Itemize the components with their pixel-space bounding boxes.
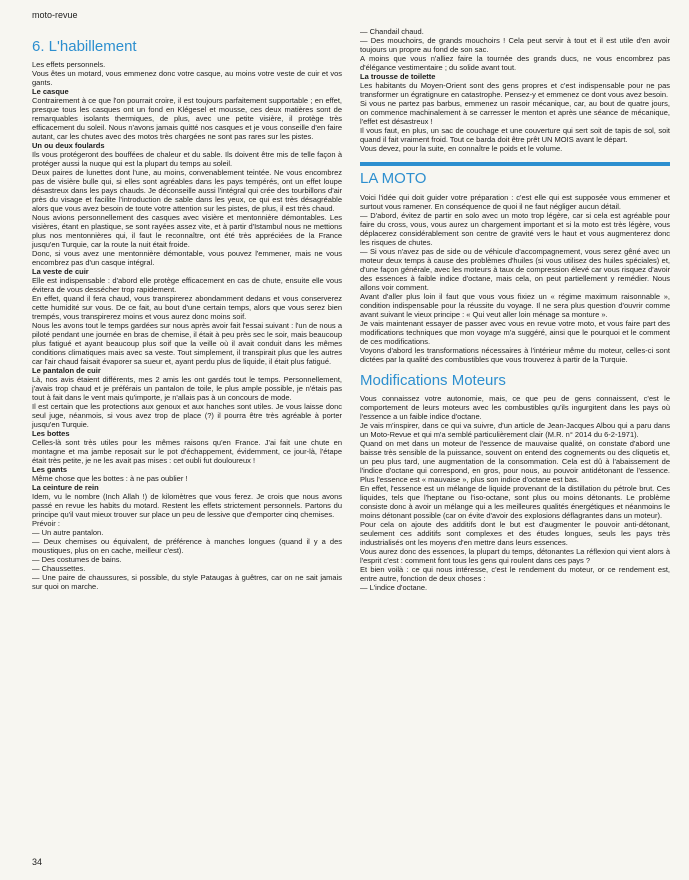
paragraph: Celles-là sont très utiles pour les mêmes raisons qu'en France. J'ai fait une chute en montagne et ma jambe reposait sur le pot d'échappement, évidemment, ce jour-là, l'étape était très petite, je ne les avait pas mises : cet oubli fut douloureux ! — [32, 438, 342, 465]
left-column — [32, 30, 342, 591]
paragraph: — Chaussettes. — [32, 564, 86, 573]
paragraph: Ils vous protégeront des bouffées de chaleur et du sable. Ils doivent être mis de telle façon à protéger aussi la nuque qui est la plupart du temps au soleil. — [32, 150, 342, 168]
subheading: Le casque — [32, 87, 69, 96]
paragraph: Vous connaissez votre autonomie, mais, ce que peu de gens connaissent, c'est le comportement de leurs moteurs avec les combustibles qu'ils ingurgitent dans les pays où l'essence a un faible indice d'octane. — [360, 394, 670, 421]
paragraph: Je vais maintenant essayer de passer avec vous en revue votre moto, et vous faire part des modifications techniques que mon voyage m'a suggéré, ainsi que le pourquoi et le comment de ces modifications. — [360, 319, 670, 346]
paragraph: Voyons d'abord les transformations nécessaires à l'intérieur même du moteur, celles-ci sont dictées par la qualité des combustibles que vous trouverez à partir de la Turquie. — [360, 346, 670, 364]
section-title-moto: LA MOTO — [360, 170, 427, 187]
paragraph: — Chandail chaud. — [360, 27, 424, 36]
paragraph: — D'abord, évitez de partir en solo avec un moto trop légère, car si cela est agréable pour faire du cross, vous, vous aurez un chargement important et si la moto est très légère, vous déplacerez considérablement son centre de gravité vers le haut et vous augmenterez donc les risques de chutes. — [360, 211, 670, 247]
paragraph: Deux paires de lunettes dont l'une, au moins, convenablement teintée. Ne vous encombrez pas de visière bulle qui, si elles sont agréables dans les pays tempérés, ont un effet loupe désastreux dans les pays chauds. Je déconseille aussi l'intégral qui crée des tourbillons d'air près du visage et facilite l'introduction de sable dans les yeux, ce qui est très désagréable alors que vous avez besoin de toute votre attention sur les pistes, de plus, il est très chaud. — [32, 168, 342, 213]
paragraph: Prévoir : — [32, 519, 60, 528]
paragraph: Je vais m'inspirer, dans ce qui va suivre, d'un article de Jean-Jacques Albou qui a paru dans un Moto-Revue et qui m'a semblé particulièrement clair (M.R. n° 2014 du 6-2-1971). — [360, 421, 670, 439]
paragraph: Avant d'aller plus loin il faut que vous vous fixiez un « régime maximum raisonnable », condition indispensable pour la réussite du voyage. Il ne sera plus question d'ouvrir comme avant suivant le vieux principe : « Qui veut aller loin ménage sa monture ». — [360, 292, 670, 319]
paragraph: Nous avions personnellement des casques avec visière et mentonnière démontables. Les visières, étant en plastique, se sont rayées assez vite, et à partir d'Istambul nous ne mettions plus nos mentonnières qui, il faut le reconnaître, ont été très appréciées de la France jusqu'en Turquie, car la route la nuit était froide. — [32, 213, 342, 249]
right-column — [360, 27, 670, 592]
paragraph: — Des costumes de bains. — [32, 555, 122, 564]
subheading: Le pantalon de cuir — [32, 366, 101, 375]
paragraph: En effet, l'essence est un mélange de liquide provenant de la distillation du pétrole brut. Ces liquides, tels que l'heptane ou l'iso-octane, sont plus ou moins détonants. Le problème consiste donc à avoir un mélange qui a les meilleures qualités énergétiques et néanmoins le moins détonant possible (car on évite d'avoir des explosions déflagrantes dans un moteur). — [360, 484, 670, 520]
moto-body — [360, 193, 670, 364]
paragraph: — Deux chemises ou équivalent, de préférence à manches longues (quand il y a des moustiques, plus on en cache, meilleur c'est). — [32, 537, 342, 555]
paragraph: Si vous ne partez pas barbus, emmenez un rasoir mécanique, car, au bout de quatre jours, on commence machinalement à se carresser le menton et après une séance de mécanique, l'effet est désastreux ! — [360, 99, 670, 126]
paragraph: Vous êtes un motard, vous emmenez donc votre casque, au moins votre veste de cuir et vos gants. — [32, 69, 342, 87]
paragraph: — L'indice d'octane. — [360, 583, 428, 592]
paragraph: Elle est indispensable : d'abord elle protège efficacement en cas de chute, ensuite elle vous évitera de vous dessécher trop rapidement. — [32, 276, 342, 294]
left-body — [32, 60, 342, 591]
paragraph: Voici l'idée qui doit guider votre préparation : c'est elle qui est supposée vous emmener et surtout vous ramener. En conséquence de quoi il ne faut négliger aucun détail. — [360, 193, 670, 211]
paragraph: Pour cela on ajoute des additifs dont le but est d'augmenter le pouvoir anti-détonant, seulement ces additifs sont complexes et des études longues, seuls les pays très industrialisés ont les moyens d'en mettre dans leurs essences. — [360, 520, 670, 547]
moto-section-header — [360, 162, 670, 188]
paragraph: Là, nos avis étaient différents, mes 2 amis les ont gardés tout le temps. Personnellement, j'avais trop chaud et je préférais un pantalon de toile, le plus ample possible, je n'étais pas tout à fait dans le vent mais qu'importe, je n'allais pas à un concours de mode. — [32, 375, 342, 402]
paragraph: — Un autre pantalon. — [32, 528, 104, 537]
paragraph: Même chose que les bottes : à ne pas oublier ! — [32, 474, 188, 483]
subheading: Les bottes — [32, 429, 70, 438]
paragraph: Il vous faut, en plus, un sac de couchage et une couverture qui sert soit de tapis de sol, soit quand il fait vraiment froid. Tout ce barda doit être prêt UN MOIS avant le départ. — [360, 126, 670, 144]
paragraph: Il est certain que les protections aux genoux et aux hanches sont utiles. Je vous laisse donc seul juge, néanmois, si vous avez trop de place (?) il pourra être très agréable à porter jusqu'en Turquie. — [32, 402, 342, 429]
paragraph: En effet, quand il fera chaud, vous transpirerez abondamment dedans et vous conserverez cette humidité sur vous. De ce fait, au bout d'une certain temps, alors que vous serez bien trempés, vous transpirerez moins et vous aurez donc moins soif. — [32, 294, 342, 321]
section-title-habillement: 6. L'habillement — [32, 38, 137, 55]
subheading: La trousse de toilette — [360, 72, 436, 81]
paragraph: — Une paire de chaussures, si possible, du style Pataugas à guêtres, car on ne sait jamais sur quoi on marche. — [32, 573, 342, 591]
paragraph: Vous aurez donc des essences, la plupart du temps, détonantes La réflexion qui vient alors à l'esprit c'est : comment font tous les gens qui roulent dans ces pays ? — [360, 547, 670, 565]
page-number: 34 — [32, 857, 43, 867]
subheading: La ceinture de rein — [32, 483, 99, 492]
right-top-body — [360, 27, 670, 153]
paragraph: Nous les avons tout le temps gardées sur nous après avoir fait l'essai suivant : l'un de nous a piloté pendant une journée en bras de chemise, il était à peu près sec le soir, mais beaucoup plus fatigué et ayant beaucoup plus soif que la veille où il avait conduit dans les mêmes conditions climatiques mais avec sa veste. Tout simplement, il transpirait plus que les autres car l'air chaud faisait évaporer sa sueur et, ayant perdu plus de liquide, il était plus fatigué. — [32, 321, 342, 366]
paragraph: Et bien voilà : ce qui nous intéresse, c'est le rendement du moteur, or ce rendement est, entre autre, fonction de deux choses : — [360, 565, 670, 583]
subheading: La veste de cuir — [32, 267, 89, 276]
section-title-modifications: Modifications Moteurs — [360, 372, 506, 389]
paragraph: Quand on met dans un moteur de l'essence de mauvaise qualité, on constate d'abord une baisse très sensible de la puissance, souvent on entend des cognements ou des cliquetis et, un peu plus tard, une augmentation de la consommation. Cela est dû à l'abaissement de l'indice d'octane qui correspond, en gros, pour nous, au pouvoir antidétonant de l'essence. Plus l'essence est « mauvaise », plus son indice d'octane est bas. — [360, 439, 670, 484]
paragraph: Les habitants du Moyen-Orient sont des gens propres et c'est indispensable pour ne pas transformer un égratignure en catastrophe. Pensez-y et emmenez ce dont vous avez besoin. — [360, 81, 670, 99]
paragraph: Donc, si vous avez une mentonnière démontable, vous pouvez l'emmener, mais ne vous encombrez pas d'un casque intégral. — [32, 249, 342, 267]
modifications-body — [360, 394, 670, 592]
paragraph: A moins que vous n'alliez faire la tournée des grands ducs, ne vous encombrez pas d'élégance vestimentaire ; du solide avant tout. — [360, 54, 670, 72]
paragraph: — Des mouchoirs, de grands mouchoirs ! Cela peut servir à tout et il est utile d'en avoir toujours un propre au fond de son sac. — [360, 36, 670, 54]
running-head: moto-revue — [32, 10, 78, 20]
paragraph: Contrairement à ce que l'on pourrait croire, il est toujours parfaitement supportable ; en effet, presque tous les casques ont un fond en Klégesel et mousse, ces deux matières sont de remarquables isolants thermiques, de plus, avec une petite visière, il protège très efficacement du soleil. Nous n'avons jamais quitté nos casques et je vous conseille d'en faire autant, car les chutes avec des motos très chargées ne sont pas rares sur les pistes. — [32, 96, 342, 141]
paragraph: Vous devez, pour la suite, en connaître le poids et le volume. — [360, 144, 563, 153]
subheading: Les gants — [32, 465, 68, 474]
paragraph: Idem, vu le nombre (Inch Allah !) de kilomètres que vous ferez. Je crois que nous avons passé en revue les habits du motard. Restent les effets strictement personnels. Partons du principe qu'il vaut mieux trouver sur place un peu de lessive que d'emporter cinq chemises. — [32, 492, 342, 519]
paragraph: Les effets personnels. — [32, 60, 106, 69]
paragraph: — Si vous n'avez pas de side ou de véhicule d'accompagnement, vous serez gêné avec un moteur deux temps à cause des problèmes d'huiles (si vous utilisez des huiles spéciales) et, d'une façon générale, avec les moteurs à taux de compression élevé car vous risquez d'avoir des essences à faible indice d'octane, mais cela, on peut partiellement y remédier. Nous allons voir comment. — [360, 247, 670, 292]
subheading: Un ou deux foulards — [32, 141, 105, 150]
